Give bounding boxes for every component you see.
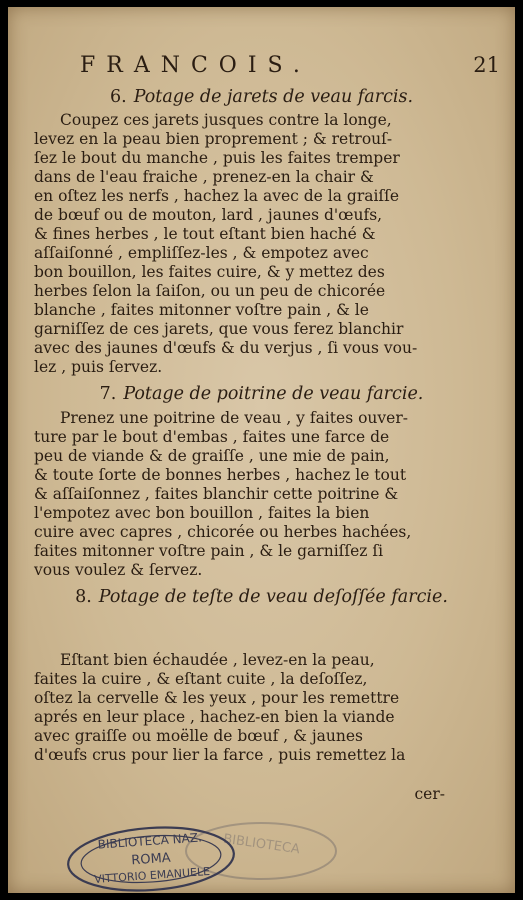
recipe-7-line: Prenez une poitrine de veau , y faites ouver- bbox=[60, 409, 408, 427]
recipe-7-line: peu de viande & de graiſſe , une mie de pain, bbox=[34, 447, 390, 465]
recipe-6-number: 6. bbox=[109, 87, 127, 107]
recipe-6-line: de bœuf ou de mouton, lard , jaunes d'œufs, bbox=[34, 206, 383, 224]
recipe-7-line: vous voulez & ſervez. bbox=[34, 561, 203, 579]
recipe-7-line: & toute ſorte de bonnes herbes , hachez le tout bbox=[34, 466, 407, 484]
recipe-6-line: aſſaiſonné , empliſſez-les , & empotez avec bbox=[34, 244, 369, 262]
recipe-6-title: Potage de jarets de veau farcis. bbox=[133, 87, 414, 107]
recipe-8-heading bbox=[8, 587, 515, 607]
catchword: cer- bbox=[414, 785, 445, 803]
recipe-8-line: Eſtant bien échaudée , levez-en la peau, bbox=[60, 651, 375, 669]
recipe-6-heading bbox=[8, 87, 515, 107]
stamp-line-3: VITTORIO EMANUELE bbox=[93, 864, 211, 886]
recipe-7-line: & aſſaiſonnez , faites blanchir cette poitrine & bbox=[34, 485, 399, 503]
recipe-7-title: Potage de poitrine de veau farcie. bbox=[123, 384, 424, 404]
recipe-7-line: ture par le bout d'embas , faites une farce de bbox=[34, 428, 390, 446]
recipe-7-number: 7. bbox=[99, 384, 117, 404]
recipe-8-number: 8. bbox=[75, 587, 92, 607]
book-page bbox=[8, 7, 515, 893]
running-title: FRANCOIS. bbox=[80, 53, 311, 78]
stamp-line-1: BIBLIOTECA NAZ. bbox=[97, 830, 203, 852]
recipe-8-title: Potage de teſte de veau deſoſſée farcie. bbox=[98, 587, 448, 607]
recipe-6-line: lez , puis ſervez. bbox=[34, 358, 163, 376]
library-stamp bbox=[56, 815, 346, 893]
recipe-6-line: en oſtez les nerfs , hachez la avec de la graiſſe bbox=[34, 187, 400, 205]
ghost-stamp-text: BIBLIOTECA bbox=[222, 831, 301, 858]
page-header bbox=[80, 51, 500, 81]
recipe-7-line: cuire avec capres , chicorée ou herbes hachées, bbox=[34, 523, 412, 541]
recipe-6-line: bon bouillon, les faites cuire, & y mettez des bbox=[34, 263, 385, 281]
recipe-6-line: ſez le bout du manche , puis les faites tremper bbox=[34, 149, 400, 167]
recipe-6-line: herbes ſelon la ſaiſon, ou un peu de chicorée bbox=[34, 282, 386, 300]
recipe-6-line: Coupez ces jarets jusques contre la longe, bbox=[60, 111, 392, 129]
recipe-6-line: levez en la peau bien proprement ; & retrouſ- bbox=[34, 130, 393, 148]
recipe-6-line: & fines herbes , le tout eſtant bien haché & bbox=[34, 225, 376, 243]
page-number: 21 bbox=[473, 53, 500, 77]
recipe-8-line: oſtez la cervelle & les yeux , pour les remettre bbox=[34, 689, 400, 707]
recipe-6-line: dans de l'eau fraiche , prenez-en la chair & bbox=[34, 168, 374, 186]
recipe-6-line: avec des jaunes d'œufs & du verjus , ſi vous vou- bbox=[34, 339, 418, 357]
recipe-7-line: faites mitonner voſtre pain , & le garniſſez ſi bbox=[34, 542, 384, 560]
main-stamp bbox=[66, 822, 236, 893]
recipe-8-line: avec graiſſe ou moëlle de bœuf , & jaunes bbox=[34, 727, 363, 745]
recipe-6-line: garniſſez de ces jarets, que vous ferez blanchir bbox=[34, 320, 404, 338]
recipe-6-line: blanche , faites mitonner voſtre pain , & le bbox=[34, 301, 369, 319]
recipe-8-line: aprés en leur place , hachez-en bien la viande bbox=[34, 708, 395, 726]
recipe-8-line: faites la cuire , & eſtant cuite , la deſoſſez, bbox=[34, 670, 368, 688]
recipe-7-line: l'empotez avec bon bouillon , faites la bien bbox=[34, 504, 370, 522]
recipe-7-heading bbox=[8, 384, 515, 404]
stamp-line-2: ROMA bbox=[130, 850, 172, 869]
recipe-8-line: d'œufs crus pour lier la farce , puis remettez la bbox=[34, 746, 406, 764]
